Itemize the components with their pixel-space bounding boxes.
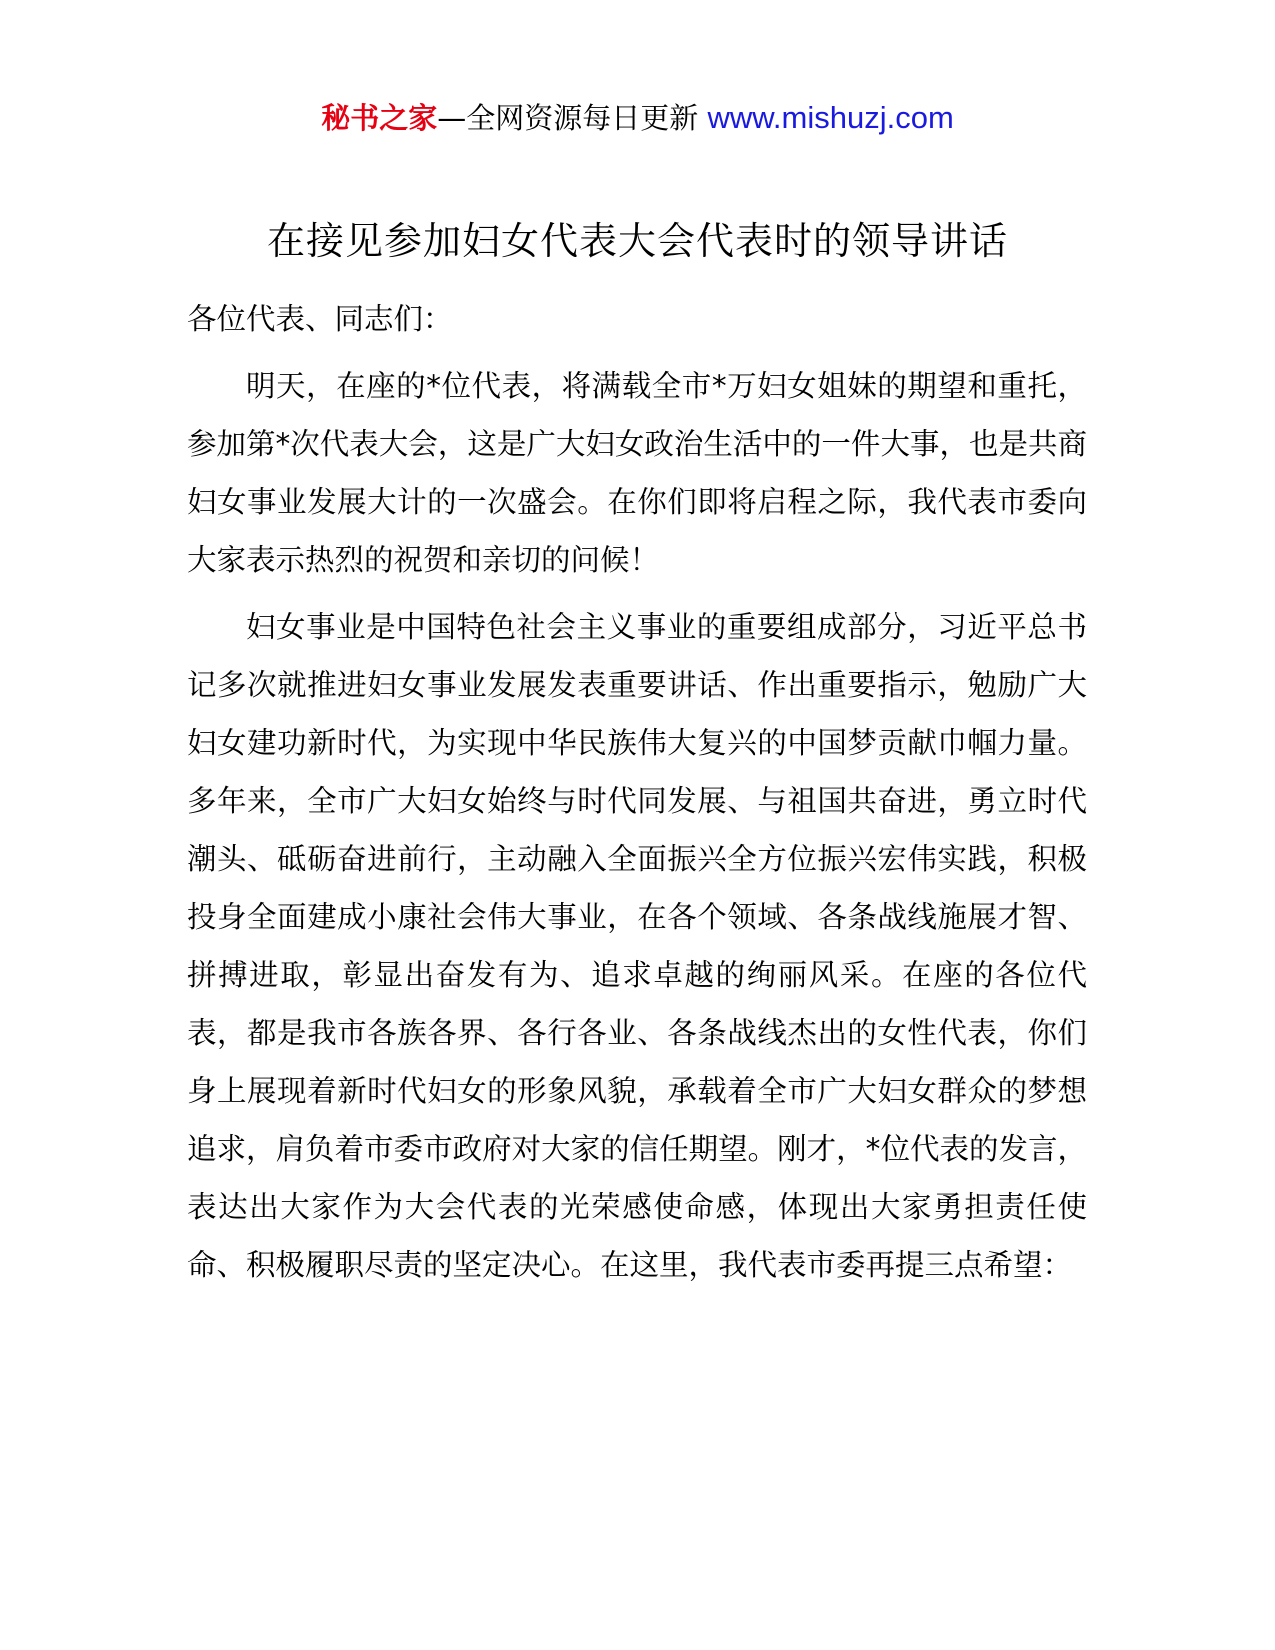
header-tagline: —全网资源每日更新: [437, 101, 708, 135]
brand-name: 秘书之家: [321, 101, 438, 135]
paragraph-2: 妇女事业是中国特色社会主义事业的重要组成部分，习近平总书记多次就推进妇女事业发展发表重要讲话、作出重要指示，勉励广大妇女建功新时代，为实现中华民族伟大复兴的中国梦贡献巾帼力量。多年来，全市广大妇女始终与时代同发展、与祖国共奋进，勇立时代潮头、砥砺奋进前行，主动融入全面振兴全方位振兴宏伟实践，积极投身全面建成小康社会伟大事业，在各个领域、各条战线施展才智、拼搏进取，彰显出奋发有为、追求卓越的绚丽风采。在座的各位代表，都是我市各族各界、各行各业、各条战线杰出的女性代表，你们身上展现着新时代妇女的形象风貌，承载着全市广大妇女群众的梦想追求，肩负着市委市政府对大家的信任期望。刚才，*位代表的发言，表达出大家作为大会代表的光荣感使命感，体现出大家勇担责任使命、积极履职尽责的坚定决心。在这里，我代表市委再提三点希望：: [187, 610, 1087, 1282]
document-body: [187, 290, 1087, 1294]
page-header: [0, 98, 1275, 138]
site-url-link[interactable]: www.mishuzj.com: [707, 100, 954, 135]
paragraph-1: 明天，在座的*位代表，将满载全市*万妇女姐妹的期望和重托，参加第*次代表大会，这是广大妇女政治生活中的一件大事，也是共商妇女事业发展大计的一次盛会。在你们即将启程之际，我代表市委向大家表示热烈的祝贺和亲切的问候！: [187, 369, 1087, 577]
document-title: 在接见参加妇女代表大会代表时的领导讲话: [266, 219, 1008, 263]
salutation: 各位代表、同志们：: [187, 302, 453, 336]
